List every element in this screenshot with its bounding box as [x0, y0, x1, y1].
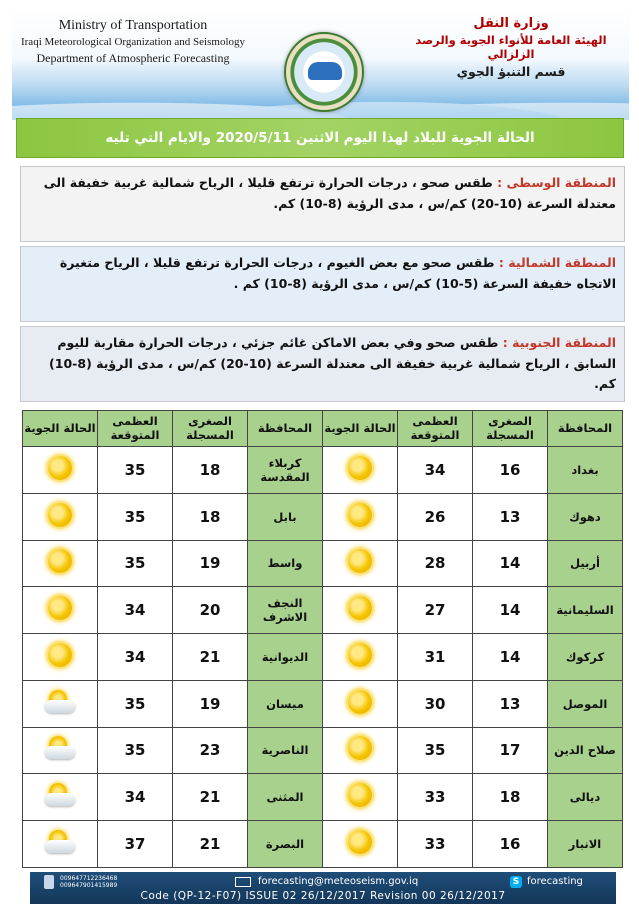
page-footer	[30, 872, 616, 904]
weather-cell	[23, 680, 98, 727]
weather-cell	[23, 493, 98, 540]
sun-icon	[348, 503, 372, 527]
governorate-cell: واسط	[248, 540, 323, 587]
sun-icon	[348, 643, 372, 667]
column-header: العظمى المتوقعة	[398, 411, 473, 447]
sun-icon	[48, 596, 72, 620]
governorate-cell: الموصل	[548, 680, 623, 727]
partly-cloudy-icon	[43, 783, 77, 807]
governorate-cell: المثنى	[248, 774, 323, 821]
sun-icon	[48, 456, 72, 480]
partly-cloudy-icon	[43, 736, 77, 760]
page-header	[12, 8, 629, 120]
governorate-cell: ديالى	[548, 774, 623, 821]
min-temp-cell: 14	[473, 634, 548, 681]
department-name-en: Department of Atmospheric Forecasting	[36, 51, 230, 65]
governorate-cell: النجف الاشرف	[248, 587, 323, 634]
governorate-cell: صلاح الدين	[548, 727, 623, 774]
min-temp-cell: 23	[173, 727, 248, 774]
max-temp-cell: 34	[98, 774, 173, 821]
table-header-row	[23, 411, 623, 447]
logo-cloud-icon	[308, 62, 342, 80]
english-org-name	[18, 18, 248, 66]
min-temp-cell: 18	[173, 447, 248, 494]
forecast-title: الحالة الجوية للبلاد لهذا اليوم الاثنين 2020/5/11 والايام التي تليه	[105, 130, 535, 146]
min-temp-cell: 18	[473, 774, 548, 821]
weather-cell	[23, 587, 98, 634]
governorate-cell: بابل	[248, 493, 323, 540]
region-text: طقس صحو مع بعض الغيوم ، درجات الحرارة ترتفع قليلا ، الرياح متغيرة الاتجاه خفيفة السرعة (5-10) كم/س ، مدى الرؤية (8-10) كم .	[59, 255, 616, 291]
skype-icon: S	[510, 876, 522, 888]
governorate-cell: السليمانية	[548, 587, 623, 634]
weather-cell	[23, 821, 98, 868]
partly-cloudy-icon	[43, 830, 77, 854]
max-temp-cell: 28	[398, 540, 473, 587]
min-temp-cell: 14	[473, 540, 548, 587]
max-temp-cell: 35	[98, 727, 173, 774]
sun-icon	[348, 783, 372, 807]
forecast-table	[22, 410, 623, 868]
sun-icon	[348, 549, 372, 573]
min-temp-cell: 19	[173, 680, 248, 727]
column-header: الحالة الجوية	[23, 411, 98, 447]
governorate-cell: كربلاء المقدسة	[248, 447, 323, 494]
max-temp-cell: 34	[98, 634, 173, 681]
sun-icon	[348, 830, 372, 854]
weather-cell	[23, 634, 98, 681]
table-row	[23, 493, 623, 540]
sun-icon	[348, 596, 372, 620]
column-header: العظمى المتوقعة	[98, 411, 173, 447]
governorate-cell: الناصرية	[248, 727, 323, 774]
governorate-cell: الانبار	[548, 821, 623, 868]
phone-number: 009647712236468	[60, 875, 118, 882]
weather-cell	[323, 774, 398, 821]
column-header: الصغرى المسجلة	[173, 411, 248, 447]
column-header: الصغرى المسجلة	[473, 411, 548, 447]
sun-icon	[348, 456, 372, 480]
region-text: طقس صحو ، درجات الحرارة ترتفع قليلا ، الرياح شمالية غربية خفيفة الى معتدلة السرعة (10-20) كم/س ، مدى الرؤية (8-10) كم.	[43, 175, 616, 211]
governorate-cell: دهوك	[548, 493, 623, 540]
organization-name-ar: الهيئة العامة للأنواء الجوية والرصد الزلزالي	[415, 33, 607, 61]
weather-cell	[323, 587, 398, 634]
max-temp-cell: 35	[98, 540, 173, 587]
min-temp-cell: 13	[473, 493, 548, 540]
region-central	[20, 166, 625, 242]
sun-icon	[48, 549, 72, 573]
min-temp-cell: 16	[473, 447, 548, 494]
table-row	[23, 821, 623, 868]
min-temp-cell: 21	[173, 634, 248, 681]
min-temp-cell: 19	[173, 540, 248, 587]
weather-cell	[323, 493, 398, 540]
min-temp-cell: 18	[173, 493, 248, 540]
max-temp-cell: 34	[98, 587, 173, 634]
table-row	[23, 587, 623, 634]
max-temp-cell: 31	[398, 634, 473, 681]
weather-cell	[323, 447, 398, 494]
column-header: المحافظة	[548, 411, 623, 447]
max-temp-cell: 35	[98, 493, 173, 540]
document-code: Code (QP-12-F07) ISSUE 02 26/12/2017 Revision 00 26/12/2017	[140, 890, 506, 902]
organization-logo	[284, 32, 364, 112]
phone-numbers	[60, 875, 117, 889]
table-row	[23, 680, 623, 727]
weather-cell	[23, 774, 98, 821]
weather-cell	[323, 540, 398, 587]
organization-name-en: Iraqi Meteorological Organization and Seismology	[20, 36, 246, 48]
governorate-cell: بغداد	[548, 447, 623, 494]
column-header: المحافظة	[248, 411, 323, 447]
weather-cell	[23, 447, 98, 494]
max-temp-cell: 34	[398, 447, 473, 494]
mail-icon	[235, 877, 251, 887]
governorate-cell: ميسان	[248, 680, 323, 727]
max-temp-cell: 35	[98, 680, 173, 727]
max-temp-cell: 33	[398, 774, 473, 821]
min-temp-cell: 16	[473, 821, 548, 868]
footer-contacts	[30, 874, 616, 890]
sun-icon	[348, 736, 372, 760]
arabic-org-name	[401, 16, 621, 79]
max-temp-cell: 27	[398, 587, 473, 634]
phone-icon	[44, 875, 54, 889]
weather-cell	[23, 540, 98, 587]
department-name-ar: قسم التنبؤ الجوي	[456, 64, 566, 79]
region-name: المنطقة الجنوبية :	[502, 335, 616, 350]
max-temp-cell: 35	[98, 447, 173, 494]
forecast-title-bar	[16, 118, 624, 158]
weather-cell	[323, 634, 398, 681]
weather-cell	[323, 727, 398, 774]
min-temp-cell: 17	[473, 727, 548, 774]
max-temp-cell: 33	[398, 821, 473, 868]
footer-skype[interactable]: forecasting	[527, 876, 583, 887]
min-temp-cell: 20	[173, 587, 248, 634]
max-temp-cell: 37	[98, 821, 173, 868]
region-north	[20, 246, 625, 322]
max-temp-cell: 30	[398, 680, 473, 727]
table-row	[23, 774, 623, 821]
region-name: المنطقة الشمالية :	[498, 255, 616, 270]
governorate-cell: الديوانية	[248, 634, 323, 681]
table-body	[23, 447, 623, 868]
max-temp-cell: 26	[398, 493, 473, 540]
footer-email[interactable]: forecasting@meteoseism.gov.iq	[258, 876, 419, 887]
sun-icon	[348, 690, 372, 714]
partly-cloudy-icon	[43, 690, 77, 714]
table-row	[23, 634, 623, 681]
governorate-cell: أربيل	[548, 540, 623, 587]
ministry-name-ar: وزارة النقل	[473, 16, 549, 31]
region-south	[20, 326, 625, 402]
governorate-cell: كركوك	[548, 634, 623, 681]
min-temp-cell: 21	[173, 774, 248, 821]
weather-cell	[23, 727, 98, 774]
sun-icon	[48, 503, 72, 527]
min-temp-cell: 14	[473, 587, 548, 634]
min-temp-cell: 21	[173, 821, 248, 868]
ministry-name-en: Ministry of Transportation	[58, 18, 208, 33]
weather-cell	[323, 680, 398, 727]
max-temp-cell: 35	[398, 727, 473, 774]
governorate-cell: البصرة	[248, 821, 323, 868]
table-row	[23, 447, 623, 494]
table-row	[23, 540, 623, 587]
column-header: الحالة الجوية	[323, 411, 398, 447]
sun-icon	[48, 643, 72, 667]
table-row	[23, 727, 623, 774]
min-temp-cell: 13	[473, 680, 548, 727]
weather-cell	[323, 821, 398, 868]
region-text: طقس صحو وفي بعض الاماكن غائم جزئي ، درجات الحرارة مقاربة لليوم السابق ، الرياح شمالية غربية خفيفة الى معتدلة السرعة (10-20) كم/س ، مدى الرؤية (8-10) كم.	[49, 335, 616, 392]
region-name: المنطقة الوسطى :	[497, 175, 616, 190]
phone-number: 009647901415989	[60, 882, 118, 889]
